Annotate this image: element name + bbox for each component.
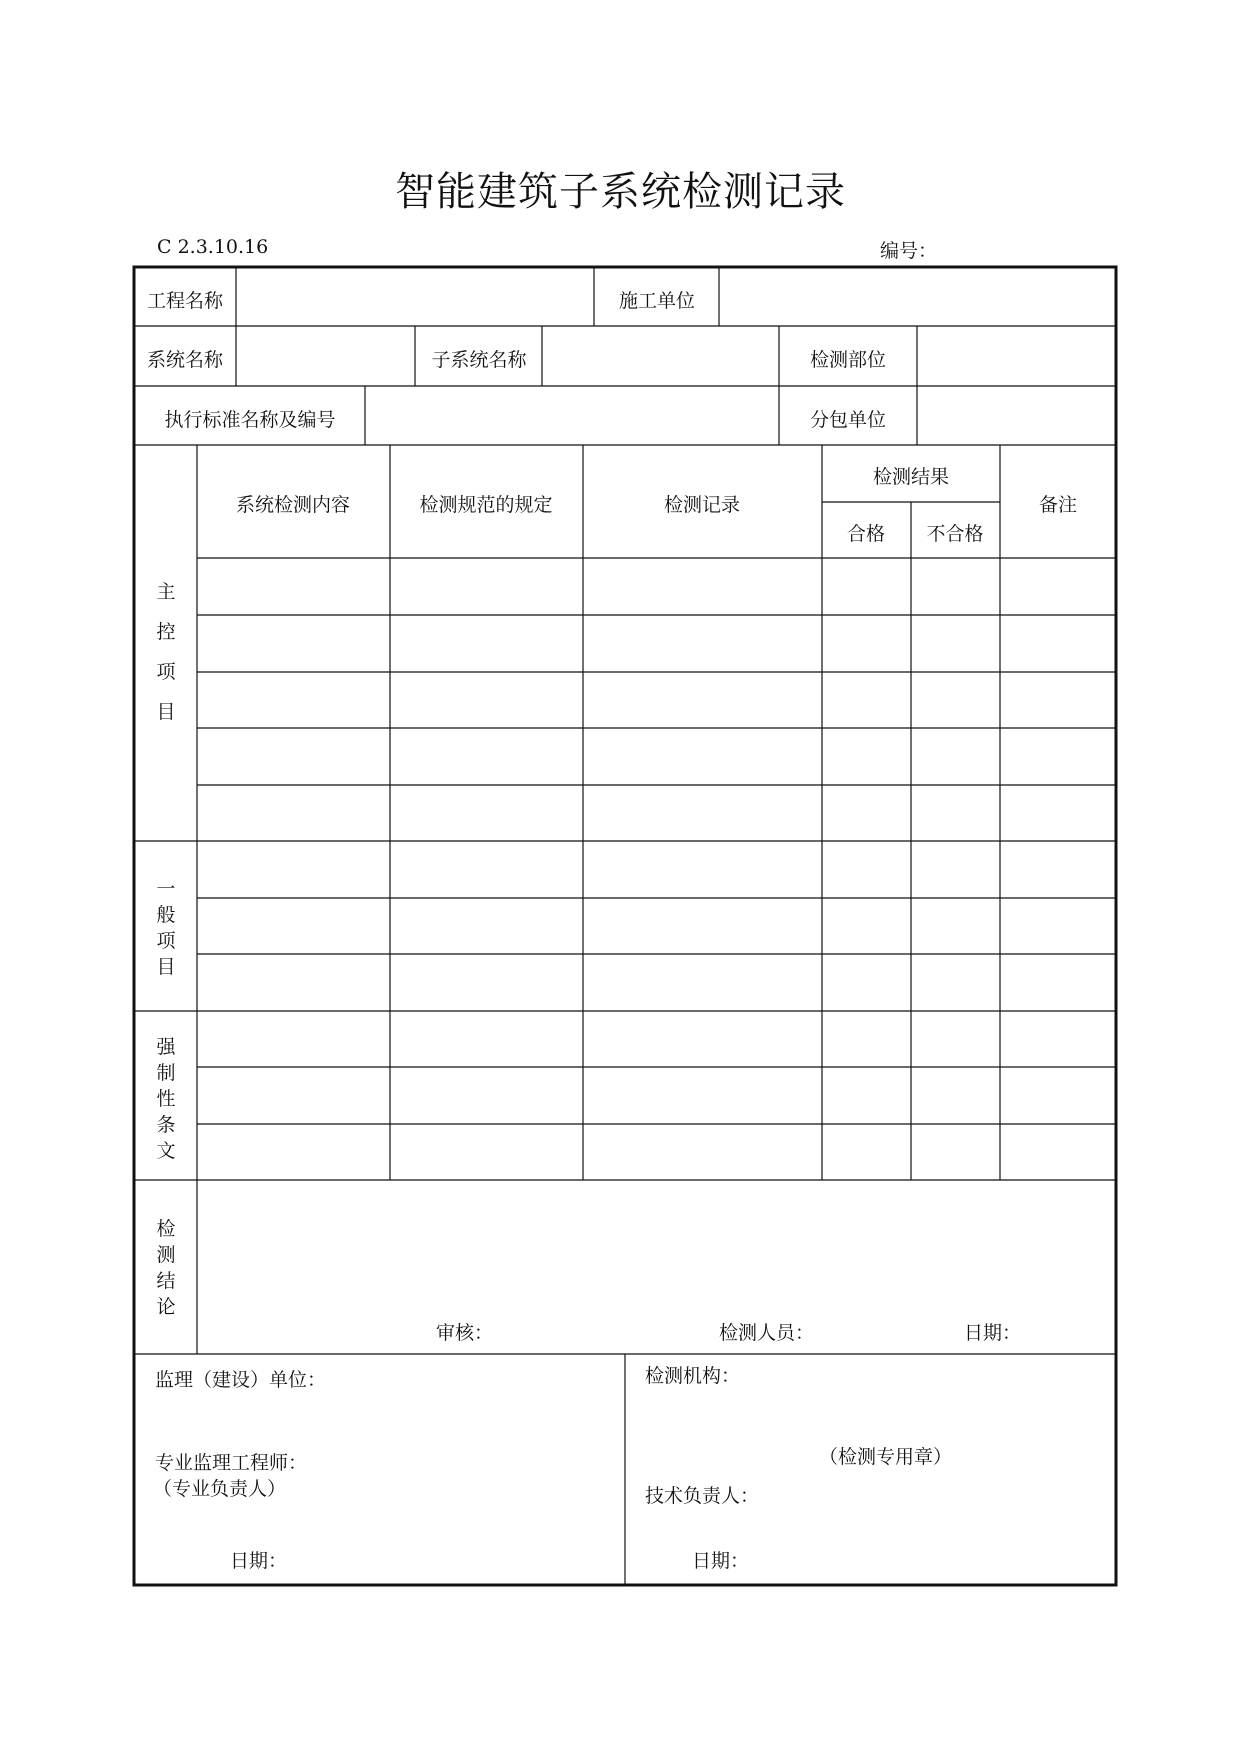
tech-responsible-label: 技术负责人： — [645, 1485, 760, 1507]
column-fail: 不合格 — [926, 523, 984, 545]
section-main-items: 主 控 项 目 — [156, 581, 176, 723]
inspector-label: 检测人员： — [719, 1322, 815, 1344]
institution-seal-label: （检测专用章） — [819, 1446, 953, 1468]
subsystem-name-label: 子系统名称 — [431, 349, 527, 371]
column-content: 系统检测内容 — [235, 494, 351, 516]
supervision-date-label: 日期： — [230, 1550, 288, 1572]
supervision-engineer-label: 专业监理工程师： — [155, 1452, 308, 1474]
serial-number-label: 编号： — [880, 240, 938, 262]
page-title: 智能建筑子系统检测记录 — [395, 169, 846, 215]
section-conclusion: 检 测 结 论 — [156, 1218, 176, 1318]
supervision-unit-label: 监理（建设）单位： — [155, 1369, 327, 1391]
institution-label: 检测机构： — [645, 1365, 741, 1387]
section-mandatory-clauses: 强 制 性 条 文 — [156, 1036, 176, 1162]
subcontractor-label: 分包单位 — [809, 409, 887, 431]
section-general-items: 一 般 项 目 — [156, 878, 176, 978]
construction-unit-label: 施工单位 — [618, 290, 696, 312]
conclusion-date-label: 日期： — [964, 1322, 1022, 1344]
column-record: 检测记录 — [663, 494, 741, 516]
review-label: 审核： — [436, 1322, 494, 1344]
test-location-label: 检测部位 — [809, 349, 887, 371]
column-result: 检测结果 — [872, 466, 950, 488]
standard-name-label: 执行标准名称及编号 — [164, 409, 336, 431]
system-name-label: 系统名称 — [146, 349, 224, 371]
column-pass: 合格 — [846, 523, 886, 545]
project-name-label: 工程名称 — [146, 290, 224, 312]
column-spec: 检测规范的规定 — [419, 494, 553, 516]
supervision-responsible-label: （专业负责人） — [153, 1478, 287, 1500]
form-code: C 2.3.10.16 — [157, 236, 269, 258]
column-remark: 备注 — [1038, 494, 1078, 516]
institution-date-label: 日期： — [692, 1550, 750, 1572]
